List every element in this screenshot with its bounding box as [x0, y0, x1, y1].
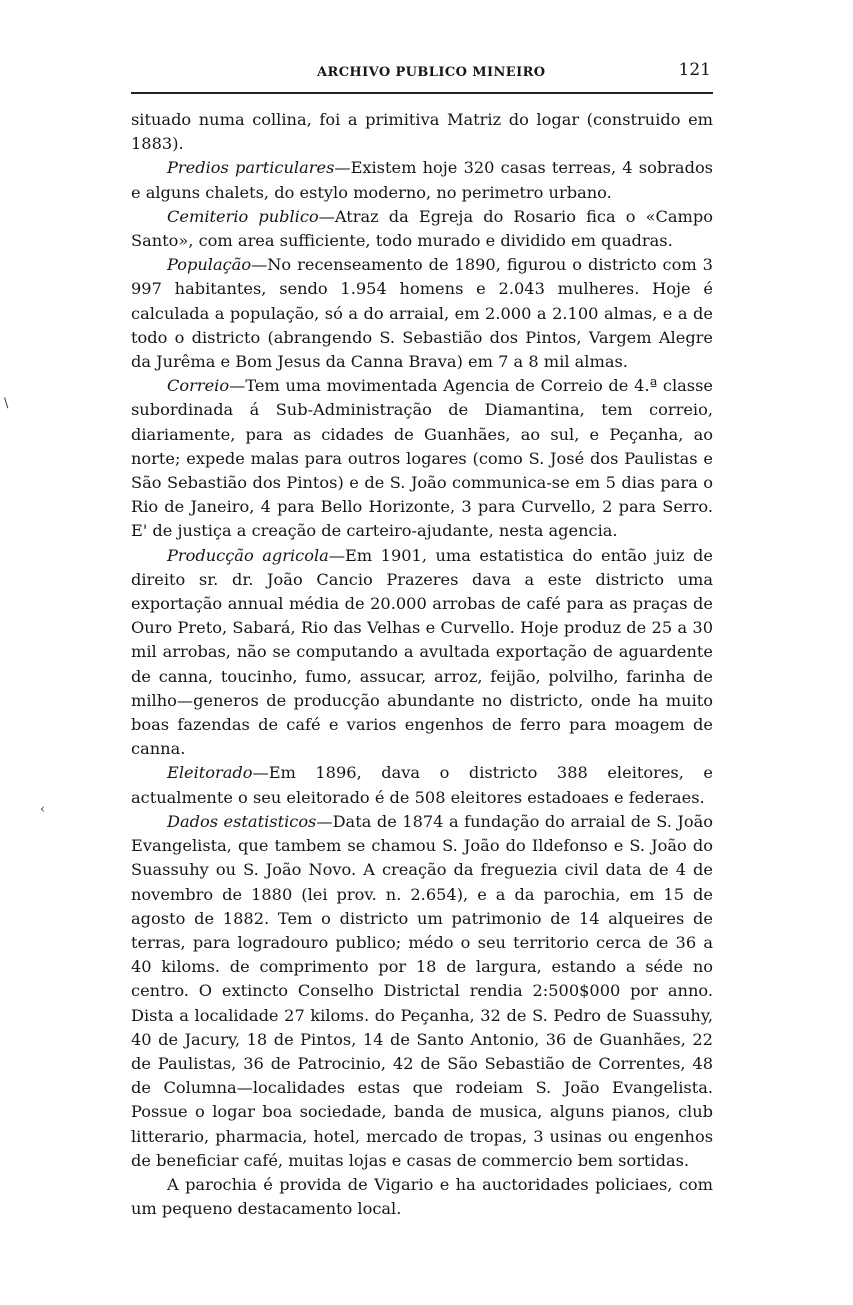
margin-mark: \	[4, 396, 9, 411]
paragraph-heading: Producção agricola	[167, 545, 329, 565]
paragraph-text: —Existem hoje 320 casas terreas, 4 sobrados e alguns chalets, do estylo moderno, no perimetro urbano.	[131, 158, 713, 202]
header-rule	[131, 92, 713, 94]
paragraph-heading: Eleitorado	[167, 763, 253, 783]
paragraph-text: A parochia é provida de Vigario e ha auctoridades policiaes, com um pequeno destacamento local.	[131, 1174, 713, 1219]
paragraph	[131, 374, 713, 543]
paragraph-text: —Data de 1874 a fundação do arraial de S. João Evangelista, que tambem se chamou S. João do Ildefonso e S. João do Suassuhy ou S. João Novo. A creação da freguezia civil data de 4 de novembro de 1880 (lei prov. n. 2.654), e a da parochia, em 15 de agosto de 1882. Tem o districto um patrimonio de 14 alqueires de terras, para logradouro publico; médo o seu territorio cerca de 36 a 40 kiloms. de comprimento por 18 de largura, estando a séde no centro. O extincto Conselho Districtal rendia 2:500$000 por anno. Dista a localidade 27 kiloms. do Peçanha, 32 de S. Pedro de Suassuhy, 40 de Jacury, 18 de Pintos, 14 de Santo Antonio, 36 de Guanhães, 22 de Paulistas, 36 de Patrocinio, 42 de São Sebastião de Correntes, 48 de Columna—localidades estas que rodeiam S. João Evangelista. Possue o logar boa sociedade, banda de musica, alguns pianos, club litterario, pharmacia, hotel, mercado de tropas, 3 usinas ou engenhos de beneficiar café, muitas lojas e casas de commercio bem sortidas.	[131, 811, 713, 1170]
paragraph	[131, 810, 713, 1173]
paragraph	[131, 253, 713, 374]
header-title: ARCHIVO PUBLICO MINEIRO	[317, 65, 546, 80]
paragraph	[131, 1173, 713, 1221]
paragraph-heading: Correio	[167, 376, 230, 396]
paragraph	[131, 544, 713, 762]
paragraph-heading: Predios particulares	[167, 158, 335, 178]
paragraph	[131, 156, 713, 204]
paragraph-text: —Em 1901, uma estatistica do então juiz de direito sr. dr. João Cancio Prazeres dava a este districto uma exportação annual média de 20.000 arrobas de café para as praças de Ouro Preto, Sabará, Rio das Velhas e Curvello. Hoje produz de 25 a 30 mil arrobas, não se computando a avultada exportação de aguardente de canna, toucinho, fumo, assucar, arroz, feijão, polvilho, farinha de milho—generos de producção abundante no districto, onde ha muito boas fazendas de café e varios engenhos de ferro para moagem de canna.	[131, 545, 714, 759]
paragraph-heading: População	[167, 255, 252, 275]
margin-mark: ‹	[40, 802, 46, 817]
running-header	[131, 60, 713, 90]
paragraph-heading: Cemiterio publico	[167, 206, 319, 226]
paragraph-text: —Tem uma movimentada Agencia de Correio de 4.ª classe subordinada á Sub-Administração de Diamantina, tem correio, diariamente, para as cidades de Guanhães, ao sul, e Peçanha, ao norte; expede malas para outros logares (como S. José dos Paulistas e São Sebastião dos Pintos) e de S. João communica-se em 5 dias para o Rio de Janeiro, 4 para Bello Horizonte, 3 para Curvello, 2 para Serro. E' de justiça a creação de carteiro-ajudante, nesta agencia.	[131, 376, 713, 541]
page-number: 121	[678, 60, 711, 80]
paragraph-text: —Em 1896, dava o districto 388 eleitores, e actualmente o seu eleitorado é de 508 eleitores estadoaes e federaes.	[131, 763, 713, 807]
paragraph-text: situado numa collina, foi a primitiva Matriz do logar (construido em 1883).	[131, 110, 713, 154]
body-text	[131, 108, 713, 1221]
paragraph-heading: Dados estatisticos	[167, 811, 317, 831]
paragraph	[131, 205, 713, 253]
paragraph	[131, 761, 713, 809]
paragraph-text: —No recenseamento de 1890, figurou o districto com 3 997 habitantes, sendo 1.954 homens e 2.043 mulheres. Hoje é calculada a população, só a do arraial, em 2.000 a 2.100 almas, e a de todo o districto (abrangendo S. Sebastião dos Pintos, Vargem Alegre da Jurêma e Bom Jesus da Canna Brava) em 7 a 8 mil almas.	[131, 255, 713, 372]
paragraph	[131, 108, 713, 156]
paragraph-text: —Atraz da Egreja do Rosario fica o «Campo Santo», com area sufficiente, todo murado e dividido em quadras.	[131, 206, 713, 251]
